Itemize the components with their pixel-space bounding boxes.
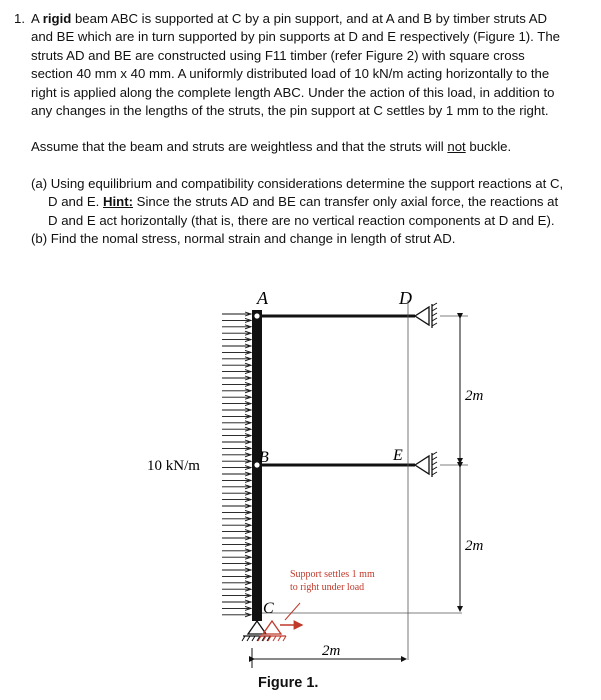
- not-underlined: not: [447, 139, 466, 154]
- part-a-line-2: D and E. Hint: Since the struts AD and BE can transfer only axial force, the reactions at: [48, 194, 559, 210]
- question-line-5: right is applied along the complete length ABC. Under the action of this load, in addition to: [31, 84, 555, 100]
- question-line-1: A rigid beam ABC is supported at C by a pin support, and at A and B by timber struts AD: [31, 11, 548, 26]
- settlement-note-line-2: to right under load: [290, 582, 365, 593]
- rigid-emphasis: rigid: [42, 11, 72, 26]
- figure-caption: Figure 1.: [258, 675, 319, 691]
- label-e: E: [393, 447, 403, 464]
- label-b: B: [259, 449, 269, 466]
- note-pointer: [285, 603, 300, 620]
- pin-support-e: [415, 452, 437, 477]
- label-c: C: [263, 600, 274, 617]
- pin-support-c: [242, 621, 271, 641]
- dim-label-horizontal: 2m: [322, 643, 341, 659]
- question-number: 1.: [14, 11, 25, 26]
- settlement-note-line-1: Support settles 1 mm: [290, 569, 375, 580]
- part-a-line-3: D and E act horizontally (that is, there are no vertical reaction components at D and E).: [48, 212, 555, 228]
- pin-support-d: [415, 303, 437, 328]
- load-label: 10 kN/m: [147, 458, 200, 474]
- dim-label-top: 2m: [465, 388, 484, 404]
- part-a-line-1: (a) Using equilibrium and compatibility considerations determine the support reactions at C,: [31, 176, 564, 191]
- question-line-6: any changes in the lengths of the struts, the pin support at C settles by 1 mm to the right.: [31, 103, 549, 119]
- question-line-4: section 40 mm x 40 mm. A uniformly distributed load of 10 kN/m acting horizontally to the: [31, 66, 550, 82]
- part-b: (b) Find the nomal stress, normal strain and change in length of strut AD.: [31, 231, 456, 246]
- distributed-load-arrows: [222, 312, 251, 617]
- label-a: A: [257, 288, 268, 308]
- node-a: [254, 313, 259, 318]
- assumption-text: Assume that the beam and struts are weightless and that the struts will not buckle.: [31, 139, 512, 154]
- question-line-2: and BE which are in turn supported by pin supports at D and E respectively (Figure 1). The: [31, 29, 561, 45]
- hint-label: Hint:: [102, 194, 134, 210]
- label-d: D: [399, 288, 412, 308]
- question-line-3: struts AD and BE are constructed using F11 timber (refer Figure 2) with square cross: [31, 47, 525, 63]
- dim-label-bottom: 2m: [465, 538, 484, 554]
